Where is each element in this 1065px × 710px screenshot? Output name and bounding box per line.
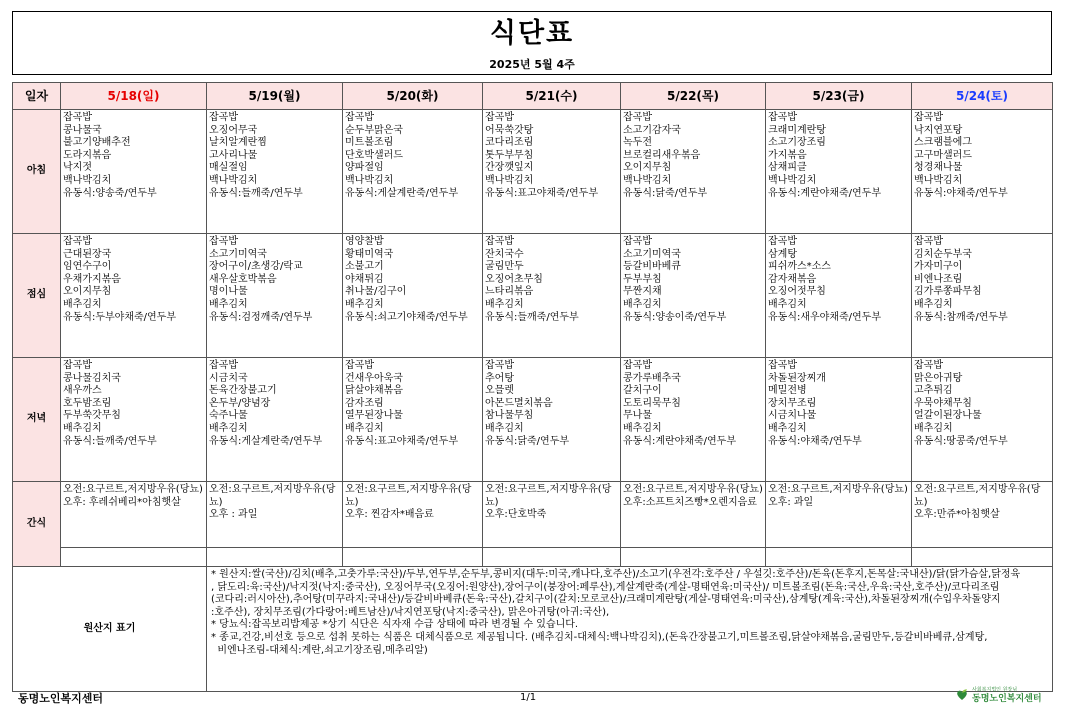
menu-item: 낙지젓 <box>63 162 92 174</box>
menu-item: 잡곡밥 <box>485 112 514 123</box>
day-header-friday: 5/23(금) <box>766 83 912 110</box>
menu-item: 유동식:표고야채죽/연두부 <box>345 435 458 447</box>
menu-item: 느타리볶음 <box>485 286 534 298</box>
menu-item: 시금치나물 <box>768 410 817 422</box>
menu-cell-thursday <box>621 110 766 234</box>
origin-note-line: (코다리:러시아산),추어탕(미꾸라지:국내산)/등갈비바베큐(돈육:국산),갈치구이(갈치:모로코산)/크래미계란탕(게살-명태연육:미국산),삼계탕(계육:국산),차돌된장찌개(수입우차돌양지 <box>211 594 1001 606</box>
menu-item: 브로컬리새우볶음 <box>623 149 701 161</box>
snack-item: 오전:요구르트,저지방우유(당뇨) <box>209 484 336 508</box>
menu-item: 배추김치 <box>768 422 807 434</box>
menu-cell-wednesday <box>483 110 621 234</box>
logo-name: 동명노인복지센터 <box>972 694 1042 704</box>
menu-item: 배추김치 <box>914 298 953 310</box>
menu-item: 콩가루배추국 <box>623 372 681 384</box>
menu-item: 오이지무침 <box>63 286 112 298</box>
meal-label: 저녁 <box>13 358 61 482</box>
origin-note-line: * 종교,건강,비선호 등으로 섭취 못하는 식품은 대체식품으로 제공됩니다. (배추김치-대체식:백나박김치),(돈육간장불고기,미트볼조림,닭살야채볶음,굴림만두,등갈비바베큐,삼계탕, <box>211 631 988 643</box>
menu-item: 유동식:검정깨죽/연두부 <box>209 311 313 323</box>
menu-item: 미트볼조림 <box>345 137 394 149</box>
menu-item: 잡곡밥 <box>209 112 238 123</box>
menu-item: 두부쑥갓무침 <box>63 410 121 422</box>
menu-item: 유동식:닭죽/연두부 <box>623 187 708 199</box>
menu-item: 유동식:참깨죽/연두부 <box>914 311 1008 323</box>
blank-row <box>13 548 1053 567</box>
menu-item: 배추김치 <box>63 422 102 434</box>
origin-row <box>13 567 1053 692</box>
menu-item: 삼계탕 <box>768 248 797 260</box>
origin-note-line: :호주산), 장치무조림(가다랑어:베트남산)/낙지연포탕(낙지:중국산), 맑은아귀탕(아귀:국산), <box>211 606 610 618</box>
origin-note-line: * 당뇨식:잡곡보리밥제공 *상기 식단은 식자재 수급 상태에 따라 변경될 수 있습니다. <box>211 619 579 631</box>
snack-item: 오후:만쥬*아침햇살 <box>914 509 1000 521</box>
menu-item: 우묵야채무침 <box>914 397 972 409</box>
menu-item: 참나물무침 <box>485 410 534 422</box>
menu-item: 유동식:게살계란죽/연두부 <box>209 435 322 447</box>
menu-item: 건새우아욱국 <box>345 372 403 384</box>
menu-item: 근대된장국 <box>63 248 112 260</box>
menu-item: 오징어초무침 <box>485 273 543 285</box>
snack-cell-friday <box>766 482 912 548</box>
menu-item: 추어탕 <box>485 372 514 384</box>
menu-item: 차돌된장찌개 <box>768 372 826 384</box>
meal-row <box>13 234 1053 358</box>
menu-item: 메밀전병 <box>768 385 807 397</box>
menu-item: 명이나물 <box>209 286 248 298</box>
menu-cell-friday <box>766 358 912 482</box>
origin-note-line: 비엔나조림-대체식:계란,쇠고기장조림,메추리알) <box>211 644 428 656</box>
menu-item: 배추김치 <box>914 422 953 434</box>
snack-item: 오전:요구르트,저지방우유(당뇨) <box>623 484 763 495</box>
menu-item: 배추김치 <box>623 422 662 434</box>
menu-item: 유동식:야채죽/연두부 <box>768 435 862 447</box>
day-header-monday: 5/19(월) <box>207 83 343 110</box>
menu-item: 새우까스 <box>63 385 102 397</box>
menu-item: 새우살호박볶음 <box>209 273 277 285</box>
menu-item: 백나박김치 <box>485 174 534 186</box>
menu-item: 숙주나물 <box>209 410 248 422</box>
menu-cell-thursday <box>621 358 766 482</box>
snack-cell-tuesday <box>343 482 483 548</box>
snack-item: 오전:요구르트,저지방우유(당뇨) <box>63 484 203 495</box>
menu-cell-tuesday <box>343 234 483 358</box>
corner-label: 일자 <box>13 83 61 110</box>
blank-cell <box>912 548 1053 567</box>
snack-item: 오전:요구르트,저지방우유(당뇨) <box>485 484 612 508</box>
menu-item: 잡곡밥 <box>345 112 374 123</box>
menu-item: 톳두부무침 <box>485 149 534 161</box>
menu-item: 낙지연포탕 <box>914 124 963 136</box>
menu-item: 고사리나물 <box>209 149 258 161</box>
menu-item: 유동식:두부야채죽/연두부 <box>63 311 176 323</box>
day-header-tuesday: 5/20(화) <box>343 83 483 110</box>
blank-cell <box>61 548 207 567</box>
menu-item: 잡곡밥 <box>768 112 797 123</box>
page-title: 식단표 <box>489 18 575 49</box>
menu-item: 영양찰밥 <box>345 236 384 247</box>
menu-item: 잡곡밥 <box>623 112 652 123</box>
menu-item: 어묵쑥갓탕 <box>485 124 534 136</box>
menu-item: 배추김치 <box>345 298 384 310</box>
menu-cell-sunday <box>61 234 207 358</box>
menu-item: 비엔나조림 <box>914 273 963 285</box>
meal-row <box>13 358 1053 482</box>
menu-item: 청경채나물 <box>914 162 963 174</box>
snack-item: 오후: 후레쉬베리*아침햇살 <box>63 496 181 508</box>
menu-cell-wednesday <box>483 358 621 482</box>
menu-item: 백나박김치 <box>209 174 258 186</box>
menu-item: 유동식:게살계란죽/연두부 <box>345 187 458 199</box>
origin-note-line: * 원산지:쌀(국산)/김치(배추,고춧가루:국산)/두부,연두부,순두부,콩비지(대두:미국,캐나다,호주산)/소고기(우전각:호주산 / 우설깃:호주산)/돈육(돈후지,돈목살:국내산)/닭(닭가슴살,닭정육 <box>211 569 1021 580</box>
menu-item: 황태미역국 <box>345 248 394 260</box>
menu-item: 매실절임 <box>209 162 248 174</box>
footer-org-name: 동명노인복지센터 <box>18 692 104 705</box>
menu-item: 우채가지볶음 <box>63 273 121 285</box>
menu-item: 배추김치 <box>623 298 662 310</box>
menu-item: 유동식:양송이죽/연두부 <box>623 311 727 323</box>
menu-item: 잡곡밥 <box>63 236 92 247</box>
logo-subtitle: 사회복지법인 원장님 <box>972 687 1018 693</box>
menu-item: 백나박김치 <box>914 174 963 186</box>
menu-item: 오징어젓무침 <box>768 286 826 298</box>
menu-item: 간장깻잎지 <box>485 162 534 174</box>
menu-item: 무짠지채 <box>623 286 662 298</box>
menu-item: 김가루쫑파무침 <box>914 286 982 298</box>
menu-item: 잡곡밥 <box>623 360 652 371</box>
menu-cell-sunday <box>61 358 207 482</box>
page-subtitle: 2025년 5월 4주 <box>489 58 575 71</box>
snack-item: 오전:요구르트,저지방우유(당뇨) <box>768 484 908 495</box>
menu-item: 삼채피클 <box>768 162 807 174</box>
day-header-wednesday: 5/21(수) <box>483 83 621 110</box>
menu-item: 날치알계란찜 <box>209 137 267 149</box>
menu-item: 잡곡밥 <box>345 360 374 371</box>
menu-item: 배추김치 <box>209 298 248 310</box>
menu-item: 유동식:표고야채죽/연두부 <box>485 187 598 199</box>
menu-item: 소고기감자국 <box>623 124 681 136</box>
origin-notes <box>207 567 1053 692</box>
menu-cell-monday <box>207 110 343 234</box>
snack-item: 오후 : 과일 <box>209 509 258 521</box>
meal-row <box>13 110 1053 234</box>
menu-item: 잡곡밥 <box>914 112 943 123</box>
blank-cell <box>207 548 343 567</box>
menu-item: 갈치구이 <box>623 385 662 397</box>
menu-item: 소불고기 <box>345 261 384 273</box>
menu-item: 유동식:들깨죽/연두부 <box>485 311 579 323</box>
snack-item: 오후:소프트치즈빵*오렌지음료 <box>623 496 757 508</box>
menu-item: 가지볶음 <box>768 149 807 161</box>
menu-item: 유동식:들깨죽/연두부 <box>209 187 303 199</box>
menu-item: 열무된장나물 <box>345 410 403 422</box>
footer-page-number: 1/1 <box>520 692 537 703</box>
blank-cell <box>483 548 621 567</box>
menu-item: 백나박김치 <box>623 174 672 186</box>
day-header-saturday: 5/24(토) <box>912 83 1053 110</box>
menu-item: 유동식:들깨죽/연두부 <box>63 435 157 447</box>
menu-item: 유동식:닭죽/연두부 <box>485 435 570 447</box>
menu-item: 임연수구이 <box>63 261 112 273</box>
menu-item: 도라지볶음 <box>63 149 112 161</box>
menu-table <box>12 82 1053 692</box>
menu-item: 코다리조림 <box>485 137 534 149</box>
menu-item: 불고기양배추전 <box>63 137 131 149</box>
snack-item: 오후: 과일 <box>768 496 814 508</box>
snack-item: 오후:단호박죽 <box>485 509 547 521</box>
menu-item: 잡곡밥 <box>914 236 943 247</box>
menu-item: 백나박김치 <box>345 174 394 186</box>
snack-cell-thursday <box>621 482 766 548</box>
title-box <box>12 11 1052 75</box>
menu-item: 유동식:쇠고기야채죽/연두부 <box>345 311 468 323</box>
snack-cell-saturday <box>912 482 1053 548</box>
snack-cell-monday <box>207 482 343 548</box>
menu-item: 잡곡밥 <box>768 236 797 247</box>
snack-item: 오후: 찐감자*배음료 <box>345 509 434 521</box>
menu-item: 잡곡밥 <box>914 360 943 371</box>
menu-item: 감자채볶음 <box>768 273 817 285</box>
menu-item: 도토리묵무침 <box>623 397 681 409</box>
menu-cell-tuesday <box>343 358 483 482</box>
menu-item: 감자조림 <box>345 397 384 409</box>
menu-item: 잔치국수 <box>485 248 524 260</box>
menu-item: 장어구이/초생강/락교 <box>209 261 303 273</box>
snack-item: 오전:요구르트,저지방우유(당뇨) <box>345 484 472 508</box>
heart-leaf-icon <box>955 688 969 702</box>
menu-item: 등갈비바베큐 <box>623 261 681 273</box>
menu-cell-monday <box>207 358 343 482</box>
menu-item: 잡곡밥 <box>209 360 238 371</box>
menu-item: 무나물 <box>623 410 652 422</box>
menu-item: 크래미계란탕 <box>768 124 826 136</box>
menu-item: 배추김치 <box>768 298 807 310</box>
menu-item: 김치순두부국 <box>914 248 972 260</box>
menu-item: 잡곡밥 <box>485 236 514 247</box>
menu-cell-saturday <box>912 110 1053 234</box>
menu-item: 소고기장조림 <box>768 137 826 149</box>
meal-label: 아침 <box>13 110 61 234</box>
menu-item: 유동식:계란야채죽/연두부 <box>623 435 736 447</box>
menu-item: 순두부맑은국 <box>345 124 403 136</box>
menu-item: 배추김치 <box>63 298 102 310</box>
menu-item: 오이지무침 <box>623 162 672 174</box>
menu-item: 피쉬까스*소스 <box>768 261 831 273</box>
footer-logo <box>955 686 1042 704</box>
menu-item: 녹두전 <box>623 137 652 149</box>
menu-item: 닭살야채볶음 <box>345 385 403 397</box>
menu-item: 유동식:계란야채죽/연두부 <box>768 187 881 199</box>
menu-cell-thursday <box>621 234 766 358</box>
menu-item: 유동식:양송죽/연두부 <box>63 187 157 199</box>
snack-label: 간식 <box>13 482 61 567</box>
day-header-thursday: 5/22(목) <box>621 83 766 110</box>
menu-item: 장치무조림 <box>768 397 817 409</box>
menu-item: 호두밤조림 <box>63 397 112 409</box>
menu-item: 오믈렛 <box>485 385 514 397</box>
menu-item: 고추튀김 <box>914 385 953 397</box>
menu-cell-sunday <box>61 110 207 234</box>
menu-item: 콩나물국 <box>63 124 102 136</box>
origin-note-line: , 닭도리:육:국산)/낙지젓(낙지:중국산), 오징어무국(오징어:원양산),장어구이(붕장어:페루산),게살계란죽(게살-명태연육:미국산)/ 미트볼조림(돈육:국산,우육:국산,호주산)/코다리조림 <box>211 581 1000 593</box>
snack-item: 오전:요구르트,저지방우유(당뇨) <box>914 484 1041 508</box>
menu-item: 유동식:땅콩죽/연두부 <box>914 435 1008 447</box>
menu-item: 소고기미역국 <box>209 248 267 260</box>
menu-item: 야채튀김 <box>345 273 384 285</box>
blank-cell <box>343 548 483 567</box>
menu-cell-wednesday <box>483 234 621 358</box>
snack-row <box>13 482 1053 548</box>
menu-item: 맑은아귀탕 <box>914 372 963 384</box>
menu-item: 취나물/김구이 <box>345 286 407 298</box>
blank-cell <box>621 548 766 567</box>
blank-cell <box>766 548 912 567</box>
menu-item: 백나박김치 <box>63 174 112 186</box>
snack-cell-sunday <box>61 482 207 548</box>
menu-item: 배추김치 <box>485 422 524 434</box>
menu-item: 돈육간장불고기 <box>209 385 277 397</box>
menu-item: 온두부/양념장 <box>209 397 271 409</box>
menu-item: 잡곡밥 <box>63 360 92 371</box>
menu-item: 두부부침 <box>623 273 662 285</box>
menu-item: 양파절임 <box>345 162 384 174</box>
origin-label: 원산지 표기 <box>13 567 207 692</box>
snack-cell-wednesday <box>483 482 621 548</box>
menu-item: 아몬드멸치볶음 <box>485 397 553 409</box>
menu-cell-saturday <box>912 358 1053 482</box>
menu-cell-saturday <box>912 234 1053 358</box>
menu-item: 배추김치 <box>345 422 384 434</box>
menu-item: 잡곡밥 <box>485 360 514 371</box>
day-header-sunday: 5/18(일) <box>61 83 207 110</box>
menu-cell-monday <box>207 234 343 358</box>
menu-item: 잡곡밥 <box>623 236 652 247</box>
menu-item: 백나박김치 <box>768 174 817 186</box>
menu-item: 단호박샐러드 <box>345 149 403 161</box>
menu-item: 배추김치 <box>209 422 248 434</box>
menu-cell-tuesday <box>343 110 483 234</box>
menu-item: 잡곡밥 <box>63 112 92 123</box>
menu-item: 얼갈이된장나물 <box>914 410 982 422</box>
menu-item: 잡곡밥 <box>209 236 238 247</box>
menu-item: 유동식:새우야채죽/연두부 <box>768 311 881 323</box>
menu-cell-friday <box>766 110 912 234</box>
menu-item: 배추김치 <box>485 298 524 310</box>
meal-label: 점심 <box>13 234 61 358</box>
menu-item: 시금치국 <box>209 372 248 384</box>
menu-cell-friday <box>766 234 912 358</box>
menu-item: 오징어무국 <box>209 124 258 136</box>
menu-item: 콩나물김치국 <box>63 372 121 384</box>
menu-item: 유동식:야채죽/연두부 <box>914 187 1008 199</box>
day-header-row <box>13 83 1053 110</box>
menu-item: 소고기미역국 <box>623 248 681 260</box>
menu-item: 잡곡밥 <box>768 360 797 371</box>
menu-item: 고구마샐러드 <box>914 149 972 161</box>
menu-item: 스크램블에그 <box>914 137 972 149</box>
menu-item: 굴림만두 <box>485 261 524 273</box>
menu-item: 가자미구이 <box>914 261 963 273</box>
